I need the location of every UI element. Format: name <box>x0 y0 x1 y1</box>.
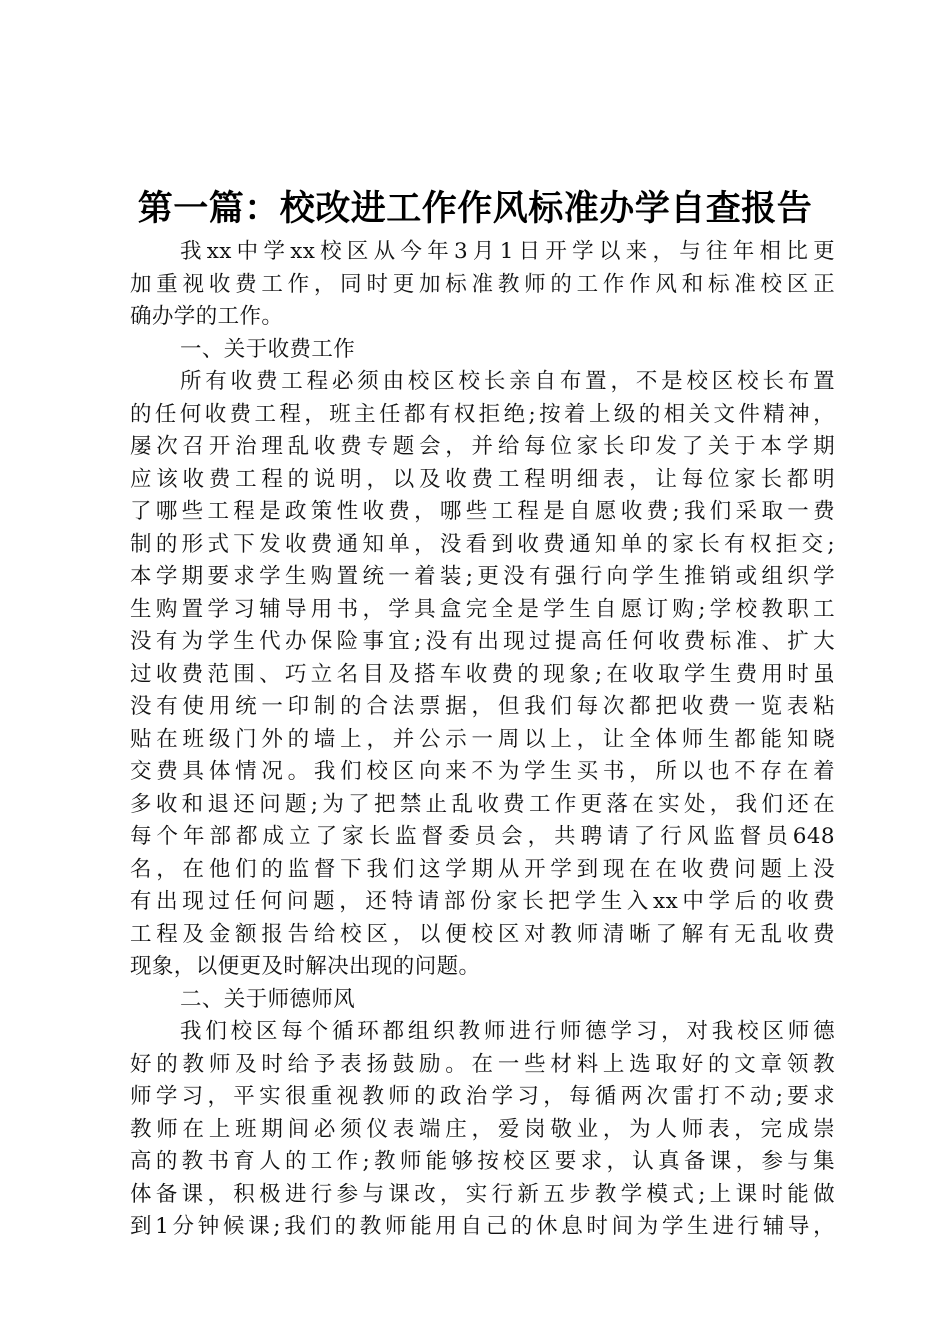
paragraph-line: 工程及金额报告给校区，以便校区对教师清晰了解有无乱收费 <box>130 921 835 947</box>
paragraph-line: 体备课，积极进行参与课改，实行新五步教学模式;上课时能做 <box>130 1181 835 1207</box>
paragraph-line: 了哪些工程是政策性收费，哪些工程是自愿收费;我们采取一费 <box>130 499 835 524</box>
paragraph-line: 教师在上班期间必须仪表端庄，爱岗敬业，为人师表，完成崇 <box>130 1116 835 1142</box>
section-heading: 二、关于师德师风 <box>180 986 356 1012</box>
paragraph-line: 应该收费工程的说明，以及收费工程明细表，让每位家长都明 <box>130 466 835 492</box>
paragraph-line: 我xx中学xx校区从今年3月1日开学以来，与往年相比更 <box>180 239 835 264</box>
paragraph-line: 没有为学生代办保险事宜;没有出现过提高任何收费标准、扩大 <box>130 629 835 654</box>
paragraph-line: 每个年部都成立了家长监督委员会，共聘请了行风监督员648 <box>130 824 835 849</box>
paragraph-line: 贴在班级门外的墙上，并公示一周以上，让全体师生都能知晓 <box>130 726 835 752</box>
paragraph-line: 确办学的工作。 <box>130 304 284 329</box>
paragraph-line: 多收和退还问题;为了把禁止乱收费工作更落在实处，我们还在 <box>130 791 835 817</box>
paragraph-line: 所有收费工程必须由校区校长亲自布置，不是校区校长布置 <box>180 369 835 394</box>
document-title: 第一篇：校改进工作作风标准办学自查报告 <box>137 189 813 229</box>
paragraph-line: 有出现过任何问题，还特请部份家长把学生入xx中学后的收费 <box>130 889 835 914</box>
document-body <box>130 236 835 1244</box>
paragraph-line: 制的形式下发收费通知单，没看到收费通知单的家长有权拒交; <box>130 531 835 557</box>
paragraph-line: 没有使用统一印制的合法票据，但我们每次都把收费一览表粘 <box>130 694 835 719</box>
paragraph-line: 加重视收费工作，同时更加标准教师的工作作风和标准校区正 <box>130 271 835 297</box>
paragraph-line: 生购置学习辅导用书，学具盒完全是学生自愿订购;学校教职工 <box>130 596 835 622</box>
paragraph-line: 屡次召开治理乱收费专题会，并给每位家长印发了关于本学期 <box>130 434 835 459</box>
paragraph-line: 师学习，平实很重视教师的政治学习，每循两次雷打不动;要求 <box>130 1084 835 1109</box>
paragraph-line: 本学期要求学生购置统一着装;更没有强行向学生推销或组织学 <box>130 564 835 589</box>
paragraph-line: 的任何收费工程，班主任都有权拒绝;按着上级的相关文件精神， <box>130 401 835 427</box>
paragraph-line: 过收费范围、巧立名目及搭车收费的现象;在收取学生费用时虽 <box>130 661 835 687</box>
paragraph-line: 名，在他们的监督下我们这学期从开学到现在在收费问题上没 <box>130 856 835 882</box>
paragraph-line: 到1分钟候课;我们的教师能用自己的休息时间为学生进行辅导， <box>130 1214 835 1239</box>
paragraph-line: 现象，以便更及时解决出现的问题。 <box>130 954 481 979</box>
paragraph-line: 我们校区每个循环都组织教师进行师德学习，对我校区师德 <box>180 1019 835 1044</box>
paragraph-line: 好的教师及时给予表扬鼓励。在一些材料上选取好的文章领教 <box>130 1051 835 1077</box>
paragraph-line: 高的教书育人的工作;教师能够按校区要求，认真备课，参与集 <box>130 1149 835 1174</box>
paragraph-line: 交费具体情况。我们校区向来不为学生买书，所以也不存在着 <box>130 759 835 784</box>
section-heading: 一、关于收费工作 <box>180 336 356 362</box>
